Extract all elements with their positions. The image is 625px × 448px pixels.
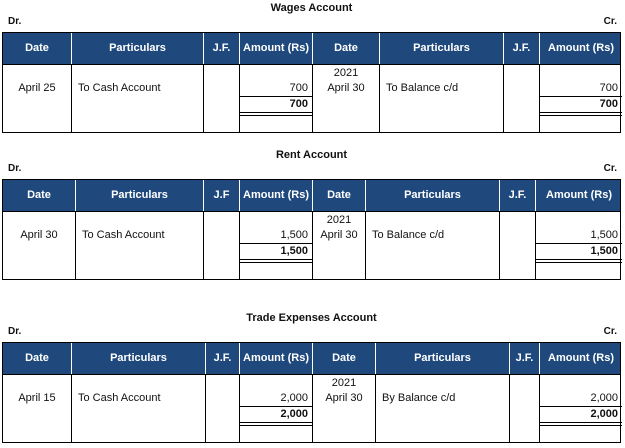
header-debit-date	[3, 343, 71, 374]
header-jf-label: J.F.	[212, 42, 231, 54]
debit-amount-column	[239, 64, 312, 132]
header-jf-label: J.F	[213, 189, 230, 201]
header-credit-amount	[535, 180, 622, 211]
ledger-account	[2, 0, 621, 140]
debit-total: 2,000	[280, 408, 308, 420]
table-body	[2, 64, 621, 133]
credit-particulars: To Balance c/d	[386, 82, 459, 94]
credit-label: Cr.	[603, 163, 617, 174]
header-debit-jf	[205, 343, 239, 374]
debit-jf-column	[203, 64, 239, 132]
header-amount-label: Amount (Rs)	[243, 42, 309, 54]
total-rule	[536, 243, 622, 244]
debit-particulars: To Cash Account	[82, 229, 165, 241]
table-header	[2, 32, 621, 65]
header-date-label: Date	[332, 352, 356, 364]
double-rule	[240, 259, 312, 263]
account-title: Trade Expenses Account	[246, 312, 377, 324]
debit-date-column	[3, 211, 75, 279]
header-debit-jf	[203, 180, 239, 211]
total-rule	[540, 96, 622, 97]
header-particulars-label: Particulars	[413, 42, 470, 54]
credit-particulars-column	[375, 374, 509, 442]
header-credit-particulars	[379, 33, 503, 64]
credit-year: 2021	[326, 214, 352, 226]
account-title: Wages Account	[270, 2, 353, 14]
credit-particulars: To Balance c/d	[372, 229, 445, 241]
account-title: Rent Account	[275, 149, 348, 161]
header-date-label: Date	[25, 352, 49, 364]
debit-particulars-column	[71, 64, 203, 132]
total-rule	[240, 243, 312, 244]
ledger-account	[2, 147, 621, 287]
header-particulars-label: Particulars	[404, 189, 461, 201]
header-credit-amount	[539, 33, 622, 64]
debit-amount-column	[239, 374, 312, 442]
total-rule	[240, 406, 312, 407]
credit-amount-column	[539, 64, 622, 132]
credit-year: 2021	[333, 67, 359, 79]
header-debit-amount	[239, 180, 312, 211]
credit-total: 2,000	[590, 408, 618, 420]
header-particulars-label: Particulars	[111, 189, 168, 201]
header-debit-date	[3, 180, 75, 211]
credit-date: April 30	[327, 82, 365, 94]
header-credit-jf	[509, 343, 539, 374]
header-jf-label: J.F.	[512, 42, 531, 54]
debit-total: 700	[289, 98, 308, 110]
header-credit-date	[312, 33, 379, 64]
header-credit-date	[312, 180, 365, 211]
credit-particulars-column	[379, 64, 503, 132]
debit-label: Dr.	[8, 16, 22, 27]
header-particulars-label: Particulars	[109, 42, 166, 54]
debit-amount: 700	[289, 82, 308, 94]
header-credit-jf	[503, 33, 539, 64]
debit-amount: 2,000	[280, 392, 308, 404]
double-rule	[240, 112, 312, 116]
credit-jf-column	[499, 211, 535, 279]
credit-label: Cr.	[603, 16, 617, 27]
header-amount-label: Amount (Rs)	[548, 352, 614, 364]
credit-amount: 700	[599, 82, 618, 94]
credit-date-column	[312, 211, 365, 279]
debit-date: April 15	[18, 392, 56, 404]
credit-total: 700	[599, 98, 618, 110]
credit-date-column	[312, 64, 379, 132]
debit-particulars: To Cash Account	[78, 82, 161, 94]
header-jf-label: J.F.	[508, 189, 527, 201]
double-rule	[540, 422, 622, 426]
table-body	[2, 211, 621, 280]
header-debit-amount	[239, 343, 312, 374]
header-date-label: Date	[27, 189, 51, 201]
header-debit-particulars	[75, 180, 203, 211]
table-header	[2, 342, 621, 375]
credit-jf-column	[503, 64, 539, 132]
debit-particulars-column	[75, 211, 203, 279]
debit-jf-column	[203, 211, 239, 279]
credit-amount: 1,500	[590, 229, 618, 241]
header-debit-amount	[239, 33, 312, 64]
header-debit-date	[3, 33, 71, 64]
header-amount-label: Amount (Rs)	[548, 42, 614, 54]
header-particulars-label: Particulars	[414, 352, 471, 364]
credit-total: 1,500	[590, 245, 618, 257]
header-credit-jf	[499, 180, 535, 211]
debit-date-column	[3, 374, 71, 442]
double-rule	[540, 112, 622, 116]
double-rule	[240, 422, 312, 426]
credit-label: Cr.	[603, 326, 617, 337]
credit-amount-column	[539, 374, 622, 442]
debit-particulars: To Cash Account	[78, 392, 161, 404]
debit-label: Dr.	[8, 326, 22, 337]
credit-amount-column	[535, 211, 622, 279]
header-jf-label: J.F.	[213, 352, 232, 364]
double-rule	[536, 259, 622, 263]
debit-date-column	[3, 64, 71, 132]
debit-label: Dr.	[8, 163, 22, 174]
header-jf-label: J.F.	[515, 352, 534, 364]
credit-date: April 30	[320, 229, 358, 241]
header-date-label: Date	[25, 42, 49, 54]
credit-jf-column	[509, 374, 539, 442]
credit-particulars: By Balance c/d	[382, 392, 456, 404]
table-header	[2, 179, 621, 212]
table-body	[2, 374, 621, 443]
header-debit-jf	[203, 33, 239, 64]
debit-amount-column	[239, 211, 312, 279]
header-date-label: Date	[334, 42, 358, 54]
header-credit-date	[312, 343, 375, 374]
header-credit-particulars	[375, 343, 509, 374]
debit-total: 1,500	[280, 245, 308, 257]
header-credit-particulars	[365, 180, 499, 211]
debit-date: April 25	[18, 82, 56, 94]
debit-jf-column	[205, 374, 239, 442]
header-debit-particulars	[71, 343, 205, 374]
credit-amount: 2,000	[590, 392, 618, 404]
credit-date-column	[312, 374, 375, 442]
credit-particulars-column	[365, 211, 499, 279]
header-amount-label: Amount (Rs)	[243, 189, 309, 201]
credit-year: 2021	[331, 377, 357, 389]
debit-amount: 1,500	[280, 229, 308, 241]
total-rule	[540, 406, 622, 407]
header-amount-label: Amount (Rs)	[546, 189, 612, 201]
header-debit-particulars	[71, 33, 203, 64]
total-rule	[240, 96, 312, 97]
header-amount-label: Amount (Rs)	[243, 352, 309, 364]
header-particulars-label: Particulars	[110, 352, 167, 364]
debit-date: April 30	[20, 229, 58, 241]
header-credit-amount	[539, 343, 622, 374]
header-date-label: Date	[327, 189, 351, 201]
debit-particulars-column	[71, 374, 205, 442]
credit-date: April 30	[325, 392, 363, 404]
ledger-account	[2, 310, 621, 448]
